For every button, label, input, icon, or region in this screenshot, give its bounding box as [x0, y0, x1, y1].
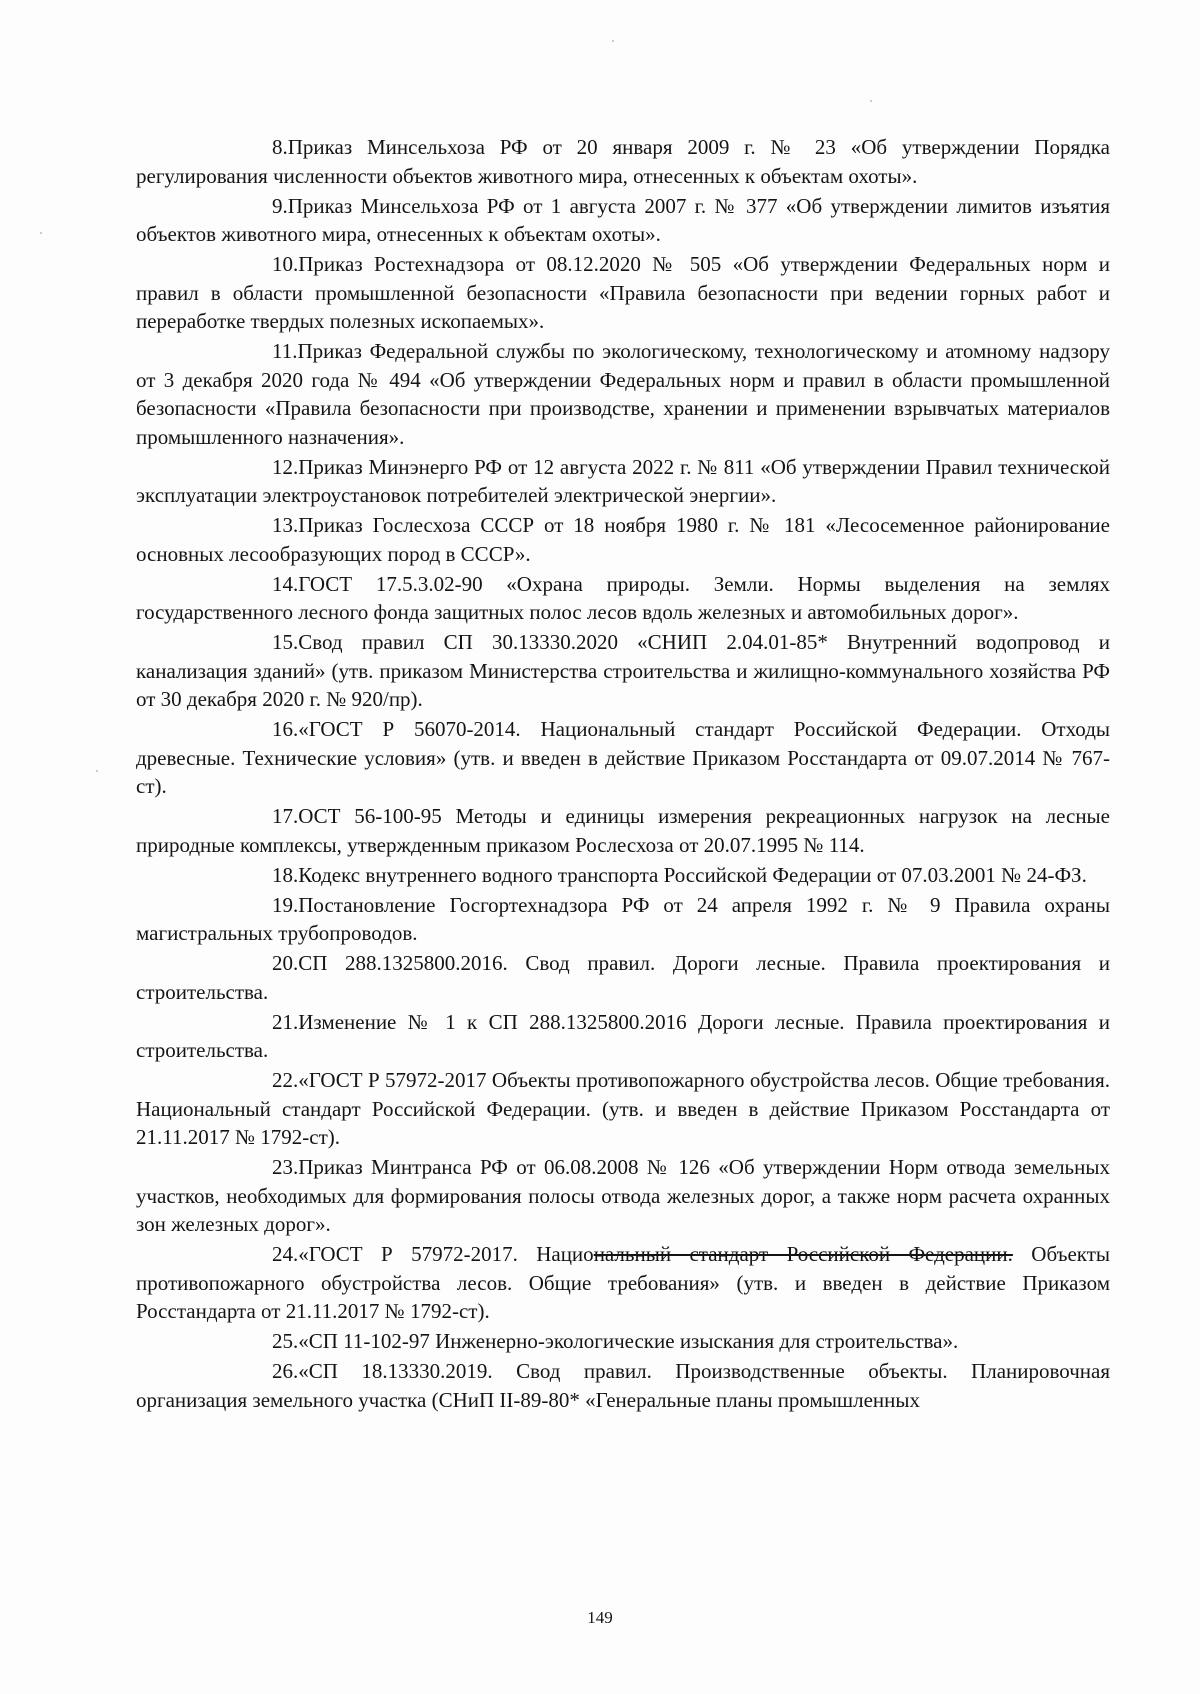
item-number: 14.: [272, 571, 299, 596]
item-text-start: «ГОСТ Р 57972-2017. Нацио: [298, 1242, 594, 1266]
item-number: 13.: [272, 513, 299, 537]
item-text: «ГОСТ Р 56070-2014. Национальный стандарт Российской Федерации. Отходы древесные. Технические условия» (утв. и введен в действие Приказом Росстандарта от 09.07.2014 № 767-ст).: [136, 717, 1110, 798]
list-item: [136, 861, 1110, 890]
item-number: 20.: [272, 951, 299, 975]
item-text: «СП 18.13330.2019. Свод правил. Производственные объекты. Планировочная организация земельного участка (СНиП II-89-80* «Генеральные планы промышленных: [136, 1359, 1110, 1412]
item-text: «ГОСТ Р 57972-2017 Объекты противопожарного обустройства лесов. Общие требования. Национальный стандарт Российской Федерации. (утв. и введен в действие Приказом Росстандарта от 21.11.2017 № 1792-ст).: [136, 1068, 1110, 1149]
item-number: 15.: [272, 630, 299, 654]
list-item: [136, 628, 1110, 714]
scan-speck: [96, 770, 98, 772]
item-number: 10.: [272, 252, 299, 276]
item-number: 16.: [272, 717, 299, 741]
scan-speck: [40, 232, 42, 234]
list-item: [136, 1240, 1110, 1326]
item-number: 18.: [272, 862, 299, 887]
list-item: [136, 453, 1110, 510]
item-number: 21.: [272, 1009, 299, 1034]
list-item: [136, 1327, 1110, 1356]
item-text-end: Объекты противопожарного обустройства лесов. Общие требования» (утв. и введен в действие Приказом Росстандарта от 21.11.2017 № 1792-ст).: [136, 1242, 1110, 1323]
item-number: 17.: [272, 804, 299, 828]
item-text: «СП 11-102-97 Инженерно-экологические изыскания для строительства».: [298, 1329, 959, 1353]
item-text: Изменение № 1 к СП 288.1325800.2016 Дороги лесные. Правила проектирования и строительства.: [136, 1009, 1110, 1062]
item-text: Приказ Гослесхоза СССР от 18 ноября 1980 г. № 181 «Лесосеменное районирование основных лесообразующих пород в СССР».: [136, 513, 1110, 566]
item-text: Приказ Минэнерго РФ от 12 августа 2022 г. № 811 «Об утверждении Правил технической эксплуатации электроустановок потребителей электрической энергии».: [136, 454, 1110, 507]
item-number: 25.: [272, 1329, 299, 1353]
item-text: Свод правил СП 30.13330.2020 «СНИП 2.04.01-85* Внутренний водопровод и канализация зданий» (утв. приказом Министерства строительства и жилищно-коммунального хозяйства РФ от 30 декабря 2020 г. № 920/пр).: [136, 630, 1110, 711]
item-number: 22.: [272, 1068, 299, 1092]
page-number: 149: [587, 1608, 613, 1627]
item-text: Постановление Госгортехнадзора РФ от 24 апреля 1992 г. № 9 Правила охраны магистральных трубопроводов.: [136, 892, 1110, 945]
list-item: [136, 1357, 1110, 1414]
item-text: Приказ Минсельхоза РФ от 20 января 2009 г. № 23 «Об утверждении Порядка регулирования численности объектов животного мира, отнесенных к объектам охоты».: [136, 135, 1110, 188]
item-text: Приказ Минтранса РФ от 06.08.2008 № 126 «Об утверждении Норм отвода земельных участков, необходимых для формирования полосы отвода железных дорог, а также норм расчета охранных зон железных дорог».: [136, 1155, 1110, 1236]
list-item: [136, 1008, 1110, 1065]
item-text-struck: нальный стандарт Российской Федерации.: [593, 1242, 1013, 1266]
item-text: Приказ Минсельхоза РФ от 1 августа 2007 г. № 377 «Об утверждении лимитов изъятия объектов животного мира, отнесенных к объектам охоты».: [136, 193, 1110, 246]
list-item: [136, 570, 1110, 627]
item-number: 8.: [272, 135, 288, 159]
list-item: [136, 511, 1110, 568]
reference-list: [136, 133, 1110, 1416]
item-number: 12.: [272, 454, 299, 479]
list-item: [136, 337, 1110, 451]
list-item: [136, 891, 1110, 948]
item-number: 11.: [272, 339, 298, 363]
list-item: [136, 250, 1110, 336]
scan-speck: [870, 100, 872, 102]
list-item: [136, 1153, 1110, 1239]
list-item: [136, 1066, 1110, 1152]
item-text: Приказ Федеральной службы по экологическому, технологическому и атомному надзору от 3 декабря 2020 года № 494 «Об утверждении Федеральных норм и правил в области промышленной безопасности «Правила безопасности при производстве, хранении и применении взрывчатых материалов промышленного назначения».: [136, 339, 1110, 449]
list-item: [136, 133, 1110, 190]
item-number: 24.: [272, 1242, 299, 1266]
scan-speck: [612, 40, 614, 42]
list-item: [136, 715, 1110, 801]
list-item: [136, 949, 1110, 1006]
item-number: 23.: [272, 1155, 299, 1179]
item-text: Приказ Ростехнадзора от 08.12.2020 № 505 «Об утверждении Федеральных норм и правил в области промышленной безопасности «Правила безопасности при ведении горных работ и переработке твердых полезных ископаемых».: [136, 252, 1110, 333]
list-item: [136, 192, 1110, 249]
list-item: [136, 802, 1110, 859]
item-number: 9.: [272, 193, 288, 218]
item-text: Кодекс внутреннего водного транспорта Российской Федерации от 07.03.2001 № 24-ФЗ.: [298, 862, 1087, 887]
item-text: ОСТ 56-100-95 Методы и единицы измерения рекреационных нагрузок на лесные природные комплексы, утвержденным приказом Рослесхоза от 20.07.1995 № 114.: [136, 804, 1110, 857]
item-number: 19.: [272, 892, 299, 917]
item-text: ГОСТ 17.5.3.02-90 «Охрана природы. Земли. Нормы выделения на землях государственного лесного фонда защитных полос лесов вдоль железных и автомобильных дорог».: [136, 571, 1110, 624]
item-number: 26.: [272, 1359, 299, 1383]
item-text: СП 288.1325800.2016. Свод правил. Дороги лесные. Правила проектирования и строительства.: [136, 951, 1110, 1004]
